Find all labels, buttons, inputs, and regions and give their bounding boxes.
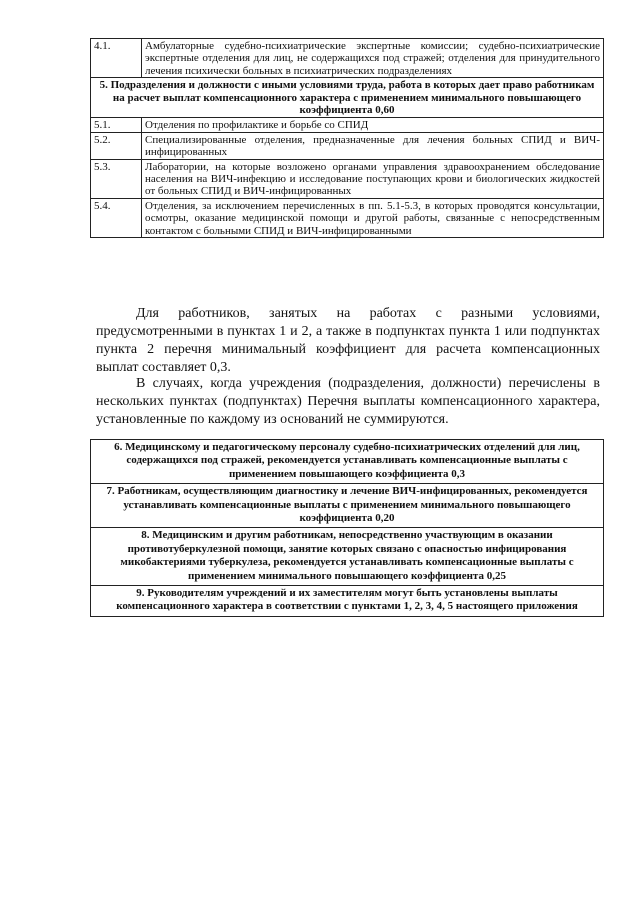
row-text: Специализированные отделения, предназначенные для лечения больных СПИД и ВИЧ-инфицированных — [142, 132, 604, 159]
table-row — [91, 484, 604, 528]
body-paragraph — [96, 375, 600, 429]
table-row — [91, 159, 604, 198]
recommendation-text: 7. Работникам, осуществляющим диагностику и лечение ВИЧ-инфицированных, рекомендуется устанавливать компенсационные выплаты с применением минимального повышающего коэффициента 0,20 — [91, 484, 604, 528]
row-text: Отделения по профилактике и борьбе со СПИД — [142, 118, 604, 132]
table-row — [91, 39, 604, 78]
recommendation-text: 9. Руководителям учреждений и их заместителям могут быть установлены выплаты компенсационного характера в соответствии с пунктами 1, 2, 3, 4, 5 настоящего приложения — [91, 586, 604, 617]
row-number: 5.4. — [91, 198, 142, 237]
conditions-table — [90, 38, 604, 238]
recommendation-text: 6. Медицинскому и педагогическому персоналу судебно-психиатрических отделений для лиц, содержащихся под стражей, рекомендуется устанавливать компенсационные выплаты с применением повышающего коэффициента 0,3 — [91, 440, 604, 484]
table-row — [91, 118, 604, 132]
row-text: Отделения, за исключением перечисленных в пп. 5.1-5.3, в которых проводятся консультации, осмотры, оказание медицинской помощи и другой работы, связанные с непосредственным контактом с больными СПИД и ВИЧ-инфицированными — [142, 198, 604, 237]
row-text: Лаборатории, на которые возложено органами управления здравоохранением обследование населения на ВИЧ-инфекцию и исследование поступающих крови и биологических жидкостей от больных СПИД и ВИЧ-инфицированных — [142, 159, 604, 198]
row-text: Амбулаторные судебно-психиатрические экспертные комиссии; судебно-психиатрические экспертные отделения для лиц, не содержащихся под стражей; отделения для принудительного лечения психически больных в психиатрических подразделениях — [142, 39, 604, 78]
row-number: 5.3. — [91, 159, 142, 198]
table-row — [91, 132, 604, 159]
recommendation-text: 8. Медицинским и другим работникам, непосредственно участвующим в оказании противотуберкулезной помощи, занятие которых связано с опасностью инфицирования микобактериями туберкулеза, рекомендуется устанавливать компенсационные выплаты с применением минимального повышающего коэффициента 0,25 — [91, 528, 604, 586]
section-heading-row — [91, 78, 604, 118]
row-number: 5.2. — [91, 132, 142, 159]
row-number: 4.1. — [91, 39, 142, 78]
paragraph-text: В случаях, когда учреждения (подразделения, должности) перечислены в нескольких пунктах (подпунктах) Перечня выплаты компенсационного характера, установленные по каждому из оснований не суммируются. — [96, 376, 600, 427]
section-heading: 5. Подразделения и должности с иными условиями труда, работа в которых дает право работникам на расчет выплат компенсационного характера с применением минимального повышающего коэффициента 0,60 — [91, 78, 604, 118]
table-row — [91, 586, 604, 617]
row-number: 5.1. — [91, 118, 142, 132]
recommendations-table — [90, 439, 604, 617]
paragraph-text: Для работников, занятых на работах с разными условиями, предусмотренными в пунктах 1 и 2, а также в подпунктах пункта 1 или подпунктах пункта 2 перечня минимальный коэффициент для расчета компенсационных выплат составляет 0,3. — [96, 306, 600, 375]
table-row — [91, 198, 604, 237]
table-row — [91, 528, 604, 586]
body-paragraph — [96, 305, 600, 377]
table-row — [91, 440, 604, 484]
